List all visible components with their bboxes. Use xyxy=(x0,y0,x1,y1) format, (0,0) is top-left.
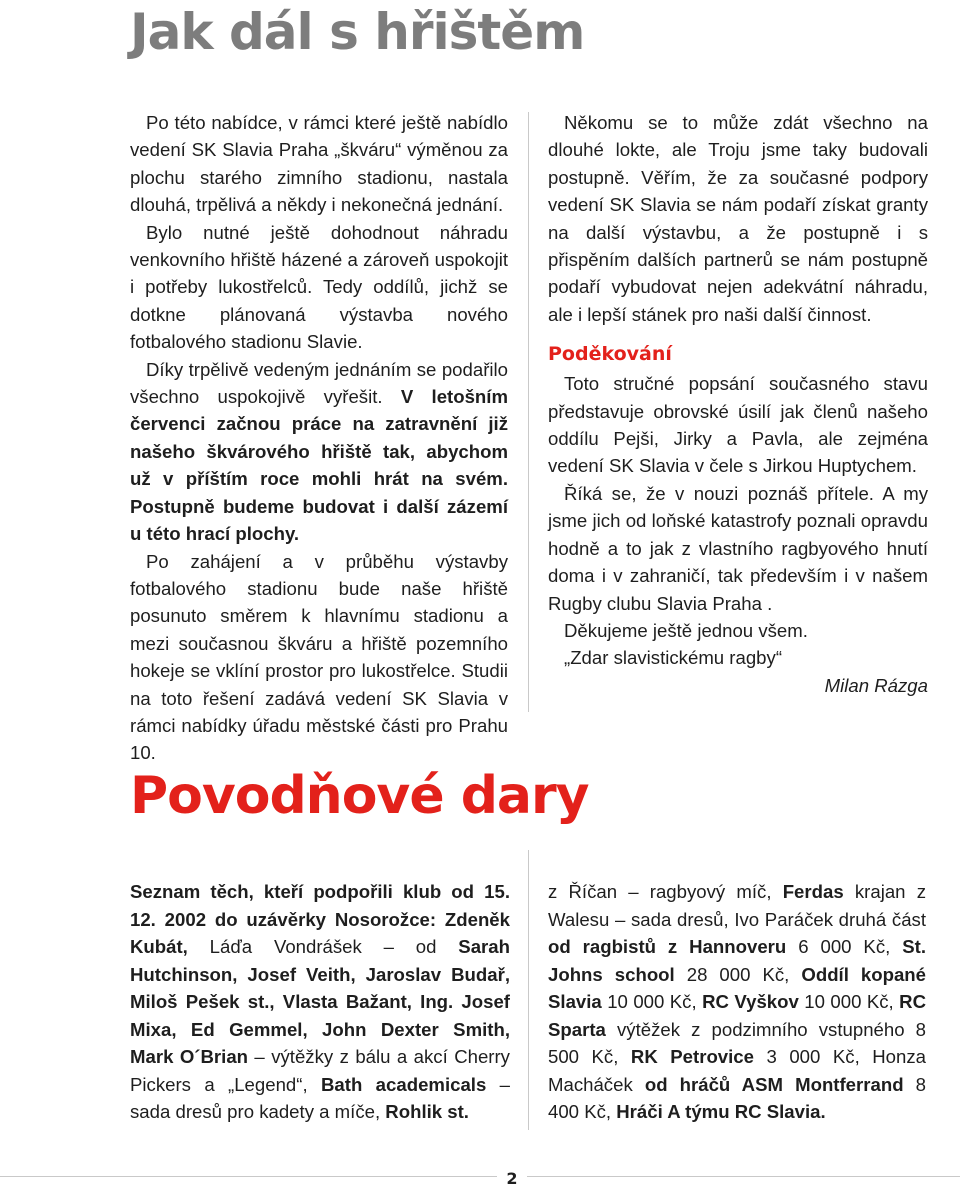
paragraph xyxy=(130,356,508,548)
paragraph: Po zahájení a v průběhu výstavby fotbalového stadionu bude naše hřiště posunuto směrem k hlavnímu stadionu a mezi současnou škváru a hřiště pozemního hokeje se vklíní prostor pro lukostřelce. Studii na toto řešení zadává vedení SK Slavia v rámci nabídky úřadu městské části pro Prahu 10. xyxy=(130,550,508,764)
donor-text: 8 400 Kč, xyxy=(548,1073,926,1122)
column-divider xyxy=(528,850,529,1130)
donor-text: z Říčan – ragbyový míč, xyxy=(548,881,783,902)
donors-column-right xyxy=(548,878,926,1126)
page-number: 2 xyxy=(497,1168,527,1190)
donor-text-bold: RK Petrovice xyxy=(630,1046,754,1067)
donor-text-bold: Bath academicals xyxy=(321,1073,487,1095)
donor-text: 10 000 Kč, xyxy=(798,991,900,1012)
donor-text-bold: Seznam těch, kteří podpořili klub od 15. 12. 2002 do uzávěrky Nosorožce: Zdeněk Kubát, xyxy=(130,881,510,957)
donor-text-bold: Oddíl kopané Slavia xyxy=(548,963,927,1012)
paragraph: Někomu se to může zdát všechno na dlouhé lokte, ale Troju jsme taky budovali postupně. Věřím, že za současné podpory vedení SK Slavia se nám podaří získat granty na další výstavbu, a že postupně i s přispěním dalších partnerů se nám postupně podaří vybudovat nejen adekvátní náhradu, ale i lepší stánek pro naši další činnost. xyxy=(548,112,928,325)
donor-text-bold: Ferdas xyxy=(782,881,844,902)
donor-text-bold: od hráčů ASM Montferrand xyxy=(644,1073,904,1095)
donors-paragraph xyxy=(548,878,926,1126)
paragraph-text: Díky trpělivě vedeným jednáním se podařilo všechno uspokojivě vyřešit. xyxy=(130,358,508,408)
article-column-left xyxy=(130,109,508,767)
donor-text: 28 000 Kč, xyxy=(674,963,802,985)
donor-text: výtěžek z podzimního vstupného 8 500 Kč, xyxy=(548,1018,926,1067)
donor-text: krajan z Walesu – sada dresů, Ivo Paráček druhá část xyxy=(548,881,926,930)
article-column-right xyxy=(548,109,928,699)
footer-rule xyxy=(0,1176,960,1177)
section-title-hriste: Jak dál s hřištěm xyxy=(130,3,585,61)
donor-text: 6 000 Kč, xyxy=(786,936,903,957)
paragraph: Říká se, že v nouzi poznáš přítele. A my jsme jich od loňské katastrofy poznali opravdu hodně a to jak z vlastního ragbyového hnutí doma i v zahraničí, tak především i v našem Rugby clubu Slavia Praha . xyxy=(548,482,928,614)
donor-text-bold: St. Johns school xyxy=(548,936,926,985)
paragraph: Toto stručné popsání současného stavu představuje obrovské úsilí jak členů našeho oddílu Pejši, Jirky a Pavla, ale zejména vedení SK Slavia v čele s Jirkou Huptychem. xyxy=(548,373,928,477)
paragraph-bold-text: V letošním červenci začnou práce na zatravnění již našeho škvárového hřiště tak, abychom už v příštím roce mohli hrát na svém. Postupně budeme budovat i další zázemí u této hrací plochy. xyxy=(130,386,508,545)
author-signature: Milan Rázga xyxy=(824,674,928,696)
donor-text-bold: RC Vyškov xyxy=(702,991,799,1012)
paragraph: Děkujeme ještě jednou všem. xyxy=(564,619,808,641)
paragraph: „Zdar slavistickému ragby“ xyxy=(564,647,783,669)
paragraph: Bylo nutné ještě dohodnout náhradu venkovního hřiště házené a zároveň uspokojit i potřeby lukostřelců. Tedy oddílů, jichž se dotkne plánovaná výstavba nového fotbalového stadionu Slavie. xyxy=(130,221,508,353)
paragraph: Po této nabídce, v rámci které ještě nabídlo vedení SK Slavia Praha „škváru“ výměnou za plochu starého zimního stadionu, nastala dlouhá, trpělivá a někdy i nekonečná jednání. xyxy=(130,112,508,216)
donors-paragraph xyxy=(130,878,510,1126)
donor-text-bold: od ragbistů z Hannoveru xyxy=(548,936,787,957)
donor-text-bold: Hráči A týmu RC Slavia. xyxy=(616,1101,826,1122)
donor-text-bold: Sarah Hutchinson, Josef Veith, Jaroslav Budař, Miloš Pešek st., Vlasta Bažant, Ing. Josef Mixa, Ed Gemmel, John Dexter Smith, Mark O´Brian xyxy=(130,936,510,1067)
donor-text: – sada dresů pro kadety a míče, xyxy=(130,1073,511,1122)
donor-text: – výtěžky z bálu a akcí Cherry Pickers a „Legend“, xyxy=(130,1046,510,1095)
subheading-podekovani: Poděkování xyxy=(548,343,672,366)
donors-column-left xyxy=(130,878,510,1126)
donor-text: 3 000 Kč, Honza Macháček xyxy=(548,1046,926,1095)
donor-text: 10 000 Kč, xyxy=(601,991,703,1012)
donor-text: Láďa Vondrášek – od xyxy=(187,936,459,957)
donor-text-bold: Rohlik st. xyxy=(385,1101,469,1122)
section-title-povodnove-dary: Povodňové dary xyxy=(130,766,589,826)
column-divider xyxy=(528,112,529,712)
donor-text-bold: RC Sparta xyxy=(548,991,927,1040)
